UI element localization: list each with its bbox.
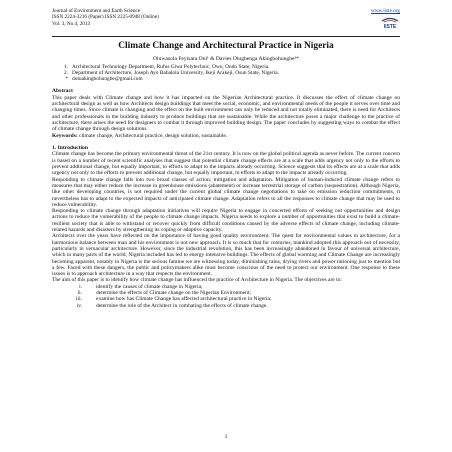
affiliations <box>52 64 400 83</box>
introduction-heading: 1. Introduction <box>52 144 88 151</box>
body-paragraph: Architects over the years have reflected on the importance of having good quality environment. The quest for environmental values in architecture, for a harmonious balance between man and his environment is not new approach. It is so much that for centuries, mankind adopted this approach out of necessity, particularly in vernacular architecture. However, since the industrial revolution, this has been increasingly abandoned in favour of universal architecture, which in many parts of the world, Nigeria included has led to energy intensive buildings. The effects of global warming and Climate Change are increasingly becoming apparent, notably in Nigeria is the serious famine we are witnessing today, diminishing rains, drying rivers and power rationing just to mention but a few. Faced with these dangers, the public and policymakers alike must become conscious of the need to protect our environment. One response to these issues is to approach architecture in a way that respects the environment. <box>52 233 400 278</box>
journal-issn: ISSN 2224-3216 (Paper) ISSN 2225-0948 (Online) <box>52 14 159 21</box>
abstract-body: This paper deals with Climate change and how it has impacted on the Nigerian Architectural practice. It discusses the effect of climate change on architectural design as well as how Architects design buildings that meet the social, economic, and environmental needs of the people it serves over time and changing times. Since climate is changing and the effect on the built environment can only be reduced and not totally eliminated, there is need for Architects and other professionals in the building industry to produce buildings that are sustainable. While the architecture poses a major challenge to the practice of architecture, there arises the need for designers to combat it through improved building design. The paper concludes by suggesting ways to combat the effect of climate change through design solutions. <box>52 94 400 133</box>
journal-header <box>52 8 400 36</box>
keywords-text: climate change, Architectural practice, design solution, sustainable. <box>77 132 228 139</box>
list-item: i. identify the causes of climate change in Nigeria; <box>79 283 203 290</box>
abstract-heading: Abstract <box>52 88 73 95</box>
keywords-label: Keywords: <box>52 132 78 139</box>
iiste-logo-icon <box>380 16 400 30</box>
header-rule <box>52 36 400 37</box>
body-paragraph: The aim of this paper is to identify how climate change has influenced the practice of Architecture in Nigeria. The objectives are to: <box>52 277 342 284</box>
objectives-list <box>52 284 400 309</box>
keywords-line <box>52 133 400 139</box>
affiliation-text: Architectural Technology Department, Rufus Giwa Polytechnic, Owo, Ondo State, Nigeria. <box>72 63 270 70</box>
author-email-link[interactable]: doluakingbohungbe@gmail.com <box>72 76 143 82</box>
page-number: 1 <box>224 434 228 440</box>
paper-title: Climate Change and Architectural Practice in Nigeria <box>118 41 334 51</box>
affiliation-row: 2. Department of Architecture, Joseph Ayo Babalola University, Ikeji Arakeji, Osun State, Nigeria. <box>63 69 279 76</box>
list-item: iv. determine the role of the Architect in combating the effects of climate change. <box>76 302 268 309</box>
author-line: Oluwasola Feyisara Oni¹ & Davies Olugbenga Akingbohungbe²* <box>153 56 299 62</box>
journal-url-link[interactable]: www.iiste.org <box>371 8 400 14</box>
affiliation-text: Department of Architecture, Joseph Ayo Babalola University, Ikeji Arakeji, Osun State, Nigeria. <box>72 69 279 76</box>
logo-text: IISTE <box>383 24 397 30</box>
affiliation-row: 1. Architectural Technology Department, Rufus Giwa Polytechnic, Owo, Ondo State, Nigeria. <box>63 63 270 70</box>
list-item: iii. examine how has Climate Change has affected architectural practice in Nigeria; <box>76 296 272 303</box>
body-paragraph: Responding to climate change through adaptation initiatives will require Nigeria to engage in concerted efforts of seeking out opportunities and design actions to reduce the vulnerability of the people to climate change impacts. Nigeria needs to explore a number of opportunities that exist to build a climate-resilient society that is able to withstand or recover quickly from difficult conditions caused by the adverse effects of climate change, including climate-related hazards and disasters by strengthening its coping or adaptive capacity. <box>52 208 400 234</box>
body-paragraph: Responding to climate change falls into two broad classes of action; mitigation and adaptation. Mitigation of human-induced climate change refers to measures that may either reduce the increase in greenhouse emissions (abatement) or increase terrestrial storage of carbon (sequestration). Although Nigeria, like other developing countries, is not required under the current global climate change negotiations to take on emission reduction commitments, it nevertheless has to adapt to the expected impacts of anticipated climate change. Adaptation refers to all the responses to climate change that may be used to reduce vulnerability. <box>52 176 400 208</box>
list-item: ii. determine the effects of Climate change on the Nigerian Environment; <box>77 290 251 296</box>
journal-name: Journal of Environment and Earth Science <box>52 8 141 14</box>
journal-volume: Vol. 3, No.4, 2013 <box>52 20 91 27</box>
body-paragraph: Climate change has become the primary environmental threat of the 21st century. It is now on the global political agenda as never before. The current concern is based on a number of recent scientific analyses that suggest that potential climate change effects are at a scale that adds urgency not only to the efforts to prevent additional change, but equally important, to efforts to adapt to the impacts already occurring. Science suggests that its effects are at a scale that adds urgency not only to the efforts to prevent additional change, but equally important, to efforts to adapt to the impacts already occurring. <box>52 151 400 177</box>
email-row: * doluakingbohungbe@gmail.com <box>65 76 143 82</box>
